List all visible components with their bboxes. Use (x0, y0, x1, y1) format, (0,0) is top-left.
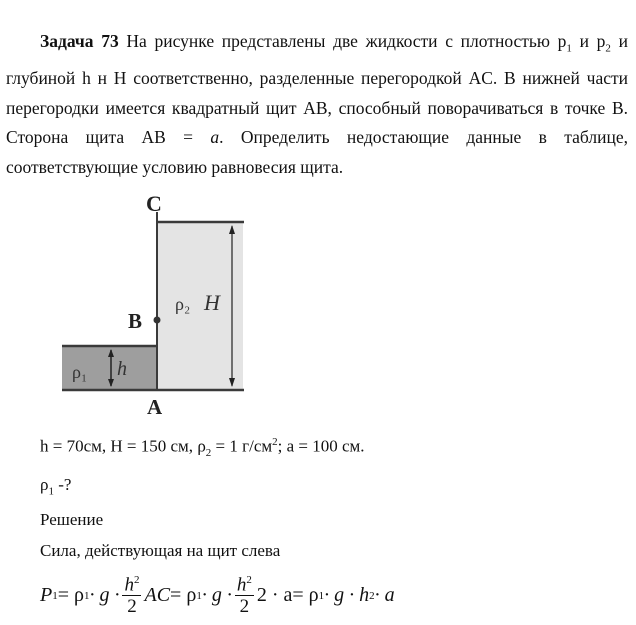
label-b: B (128, 309, 143, 333)
find-value: $\rho_1$ -? (40, 475, 72, 498)
solution-heading: Решение (40, 510, 104, 529)
label-H: H (204, 290, 220, 315)
label-a: A (147, 395, 163, 419)
problem-statement: Задача 73 На рисунке представлены две жидкости с плотностью $p_1$ и $p_2$ и глубиной h н H соответственно, разделенные перегородкой AC. В нижней части перегородки имеется квадратный щит AB, способный поворачиваться в точке B. Сторона щита AB = a. Определить недостающие данные в таблице, соответствующие условию равновесия щита. (6, 31, 628, 177)
given-data: h = 70см, H = 150 см, $\rho_2 = 1$ $г/см^2$; a = 100 см. (40, 436, 365, 460)
right-fluid (157, 222, 243, 390)
problem-title: Задача 73 (40, 31, 119, 51)
label-rho2: ρ₂ (175, 294, 191, 314)
fraction: $\frac{h^2}{2}$ (236, 574, 252, 618)
fraction: $\frac{h^2}{2}$ (124, 574, 140, 618)
force-formula: P 1 = ρ 1 · g · $\frac{h^2}{2}$ AC = ρ 1 · g · $\frac{h^2}{2}$ 2 · a = ρ 1 · g · h 2 · a (40, 574, 395, 618)
force-description: Сила, действующая на щит слева (40, 541, 281, 560)
pivot-point-b (154, 317, 161, 324)
label-rho1: ρ₁ (72, 362, 88, 382)
label-c: C (146, 191, 162, 216)
label-h: h (117, 358, 127, 380)
